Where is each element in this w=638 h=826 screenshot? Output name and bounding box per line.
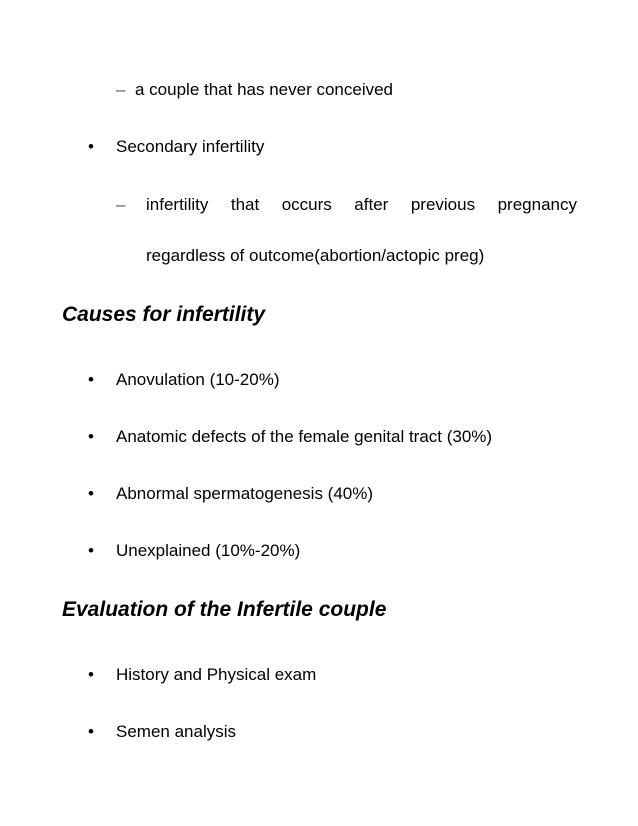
section-heading-evaluation: Evaluation of the Infertile couple xyxy=(62,598,387,621)
cause-item: Abnormal spermatogenesis (40%) xyxy=(116,484,374,503)
dash-marker: – xyxy=(116,80,126,99)
dash-marker: – xyxy=(116,195,126,214)
evaluation-item: History and Physical exam xyxy=(116,665,317,684)
bullet-marker: • xyxy=(88,427,94,446)
cause-item: Anatomic defects of the female genital tract (30%) xyxy=(116,427,493,446)
word: infertility xyxy=(146,195,209,214)
bullet-marker: • xyxy=(88,722,94,741)
evaluation-item: Semen analysis xyxy=(116,722,237,741)
word: pregnancy xyxy=(497,195,577,214)
bullet-marker: • xyxy=(88,137,94,156)
dash-item-secondary-definition-line2: regardless of outcome(abortion/actopic preg) xyxy=(146,246,485,265)
bullet-marker: • xyxy=(88,370,94,389)
section-heading-causes: Causes for infertility xyxy=(62,303,266,326)
dash-item-never-conceived: a couple that has never conceived xyxy=(135,80,394,99)
word: occurs xyxy=(281,195,332,214)
bullet-marker: • xyxy=(88,541,94,560)
word: that xyxy=(230,195,260,214)
bullet-secondary-infertility: Secondary infertility xyxy=(116,137,265,156)
dash-item-secondary-definition-line1 xyxy=(146,194,577,216)
bullet-marker: • xyxy=(88,484,94,503)
cause-item: Unexplained (10%-20%) xyxy=(116,541,301,560)
cause-item: Anovulation (10-20%) xyxy=(116,370,280,389)
word: previous xyxy=(410,195,476,214)
bullet-marker: • xyxy=(88,665,94,684)
word: after xyxy=(354,195,389,214)
